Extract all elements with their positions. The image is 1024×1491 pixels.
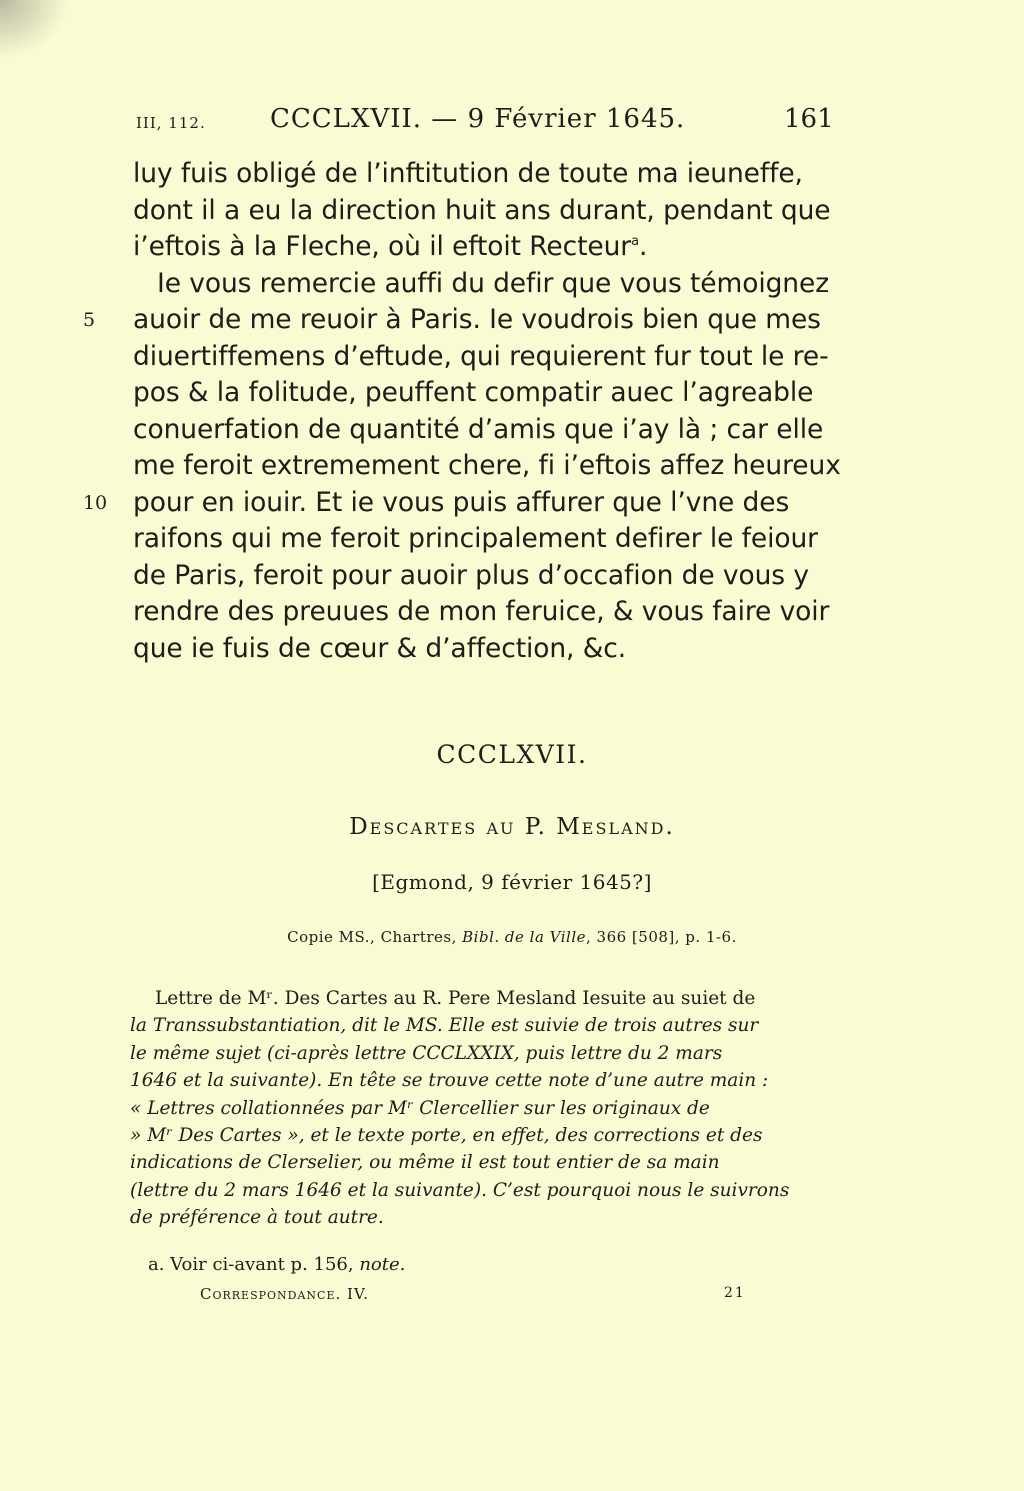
text-line: pos & la folitude, peuffent compatir auec l’agreable (133, 377, 814, 408)
page-corner-shadow (0, 0, 70, 60)
editorial-note (130, 985, 820, 1232)
note-line: (lettre du 2 mars 1646 et la suivante). C’est pourquoi nous le suivrons (130, 1179, 790, 1201)
note-line: de préférence à tout autre. (130, 1207, 384, 1229)
text-line: luy fuis obligé de l’inftitution de toute ma ieuneffe, (133, 158, 803, 189)
text-line: que ie fuis de cœur & d’affection, &c. (133, 632, 627, 664)
text-line: diuertiffemens d’eftude, qui requierent fur tout le re- (133, 340, 829, 372)
text-line: rendre des preuues de mon feruice, & vous faire voir (133, 596, 830, 627)
section-title: Descartes au P. Mesland. (349, 814, 675, 840)
note-line: la Transsubstantiation, dit le MS. Elle est suivie de trois autres sur (130, 1015, 759, 1037)
text-line: raifons qui me feroit principalement defirer le feiour (133, 523, 818, 554)
text-line: dont il a eu la direction huit ans durant, pendant que (133, 194, 831, 226)
page-number: 161 (784, 104, 834, 134)
text-line: 5 auoir de me reuoir à Paris. Ie voudrois bien que mes (133, 302, 823, 339)
footnote: a. Voir ci-avant p. 156, note. (148, 1254, 406, 1275)
note-line: le même sujet (ci-après lettre CCCLXXIX, puis lettre du 2 mars (130, 1042, 723, 1064)
text-line: conuerfation de quantité d’amis que i’ay là ; car elle (133, 413, 824, 445)
section-date: [Egmond, 9 février 1645?] (372, 870, 652, 894)
text-line: 10 pour en iouir. Et ie vous puis affurer que l’vne des (133, 485, 823, 522)
footer-title: Correspondance. IV. (200, 1285, 369, 1303)
signature-mark: 21 (724, 1285, 746, 1301)
section-number: CCCLXVII. (436, 740, 588, 769)
footnote-marker: a (631, 234, 639, 250)
text-line: de Paris, feroit pour auoir plus d’occafion de vous y (133, 559, 809, 591)
note-line: indications de Clerselier, ou même il est tout entier de sa main (130, 1152, 720, 1174)
section-source: Copie MS., Chartres, Bibl. de la Ville, 366 [508], p. 1-6. (287, 928, 737, 946)
note-line: » Mʳ Des Cartes », et le texte porte, en effet, des corrections et des (130, 1124, 763, 1146)
page-footer (0, 1285, 1024, 1309)
line-number: 5 (83, 309, 95, 331)
text-line: Ie vous remercie auffi du defir que vous témoignez (157, 267, 830, 299)
header-reference: III, 112. (136, 114, 206, 132)
note-line: 1646 et la suivante). En tête se trouve cette note d’une autre main : (130, 1070, 769, 1092)
text-line: i’eftois à la Fleche, où il eftoit Recteur$^a$. (133, 231, 648, 262)
header-title: CCCLXVII. — 9 Février 1645. (270, 104, 686, 134)
text-line: me feroit extremement chere, fi i’eftois affez heureux (133, 450, 841, 481)
letter-body (83, 156, 841, 667)
line-number: 10 (83, 491, 107, 514)
note-line: Lettre de Mʳ. Des Cartes au R. Pere Mesland Iesuite au suiet de (155, 988, 756, 1009)
note-line: « Lettres collationnées par Mʳ Clercellier sur les originaux de (130, 1097, 710, 1119)
running-header (0, 102, 1024, 142)
